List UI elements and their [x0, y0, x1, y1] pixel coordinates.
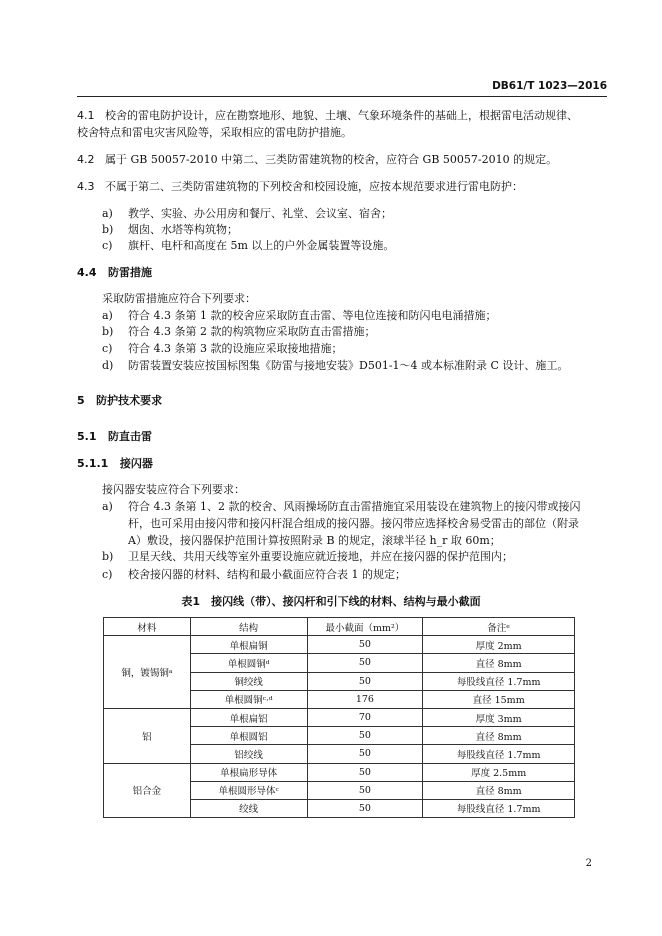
- clause-number: 4.3: [77, 180, 95, 193]
- section-heading-5: [77, 392, 162, 408]
- note-cell: 直径 8mm: [423, 727, 575, 745]
- material-cell: 铝: [104, 708, 191, 763]
- clause-number: 4.1: [77, 109, 95, 122]
- header-material: 材料: [104, 618, 191, 636]
- section-heading-5-1: [77, 428, 152, 444]
- list-item: [102, 221, 238, 237]
- area-cell: 50: [307, 636, 423, 654]
- note-cell: 直径 15mm: [423, 690, 575, 708]
- clause-4-3: [77, 178, 523, 195]
- structure-cell: 铝绞线: [190, 745, 307, 763]
- list-mark: b): [102, 325, 114, 338]
- section-number: 4.4: [77, 266, 97, 279]
- note-cell: 直径 8mm: [423, 654, 575, 672]
- list-item: [102, 323, 375, 339]
- list-text: 符合 4.3 条第 3 款的设施应采取接地措施；: [128, 342, 343, 355]
- list-item: [102, 566, 406, 582]
- list-text: 教学、实验、办公用房和餐厅、礼堂、会议室、宿舍；: [128, 207, 392, 220]
- clause-4-2: [77, 151, 557, 168]
- note-cell: 厚度 3mm: [423, 708, 575, 726]
- table-header-row: [104, 618, 575, 636]
- list-item-cont: A）敷设，接闪器保护范围计算按照附录 B 的规定，滚球半径 h_r 取 60m；: [128, 534, 501, 547]
- clause-text: 校舍的雷电防护设计，应在勘察地形、地貌、土壤、气象环境条件的基础上，根据雷电活动规律、: [105, 109, 578, 122]
- note-cell: 每股线直径 1.7mm: [423, 745, 575, 763]
- table-row: [104, 708, 575, 726]
- list-mark: c): [102, 239, 113, 252]
- page-number: 2: [585, 858, 592, 869]
- list-text: 符合 4.3 条第 1、2 款的校舍、风雨操场防直击雷措施宜采用装设在建筑物上的接闪带或接闪: [128, 500, 581, 513]
- list-item: [102, 340, 342, 356]
- section-title: 防护技术要求: [96, 394, 163, 407]
- structure-cell: 单根圆形导体ᶜ: [190, 781, 307, 799]
- list-item: [102, 357, 568, 373]
- section-number: 5: [77, 394, 85, 407]
- area-cell: 50: [307, 745, 423, 763]
- list-mark: d): [102, 359, 114, 372]
- structure-cell: 单根圆铜ᶜ·ᵈ: [190, 690, 307, 708]
- structure-cell: 单根扁铝: [190, 708, 307, 726]
- list-item: [102, 548, 513, 564]
- area-cell: 50: [307, 781, 423, 799]
- list-mark: b): [102, 550, 114, 563]
- note-cell: 直径 8mm: [423, 781, 575, 799]
- material-cell: 铝合金: [104, 763, 191, 818]
- clause-text: 属于 GB 50057-2010 中第二、三类防雷建筑物的校舍，应符合 GB 50057-2010 的规定。: [105, 153, 558, 166]
- note-cell: 每股线直径 1.7mm: [423, 672, 575, 690]
- structure-cell: 铜绞线: [190, 672, 307, 690]
- structure-cell: 单根扁形导体: [190, 763, 307, 781]
- section-title: 防直击雷: [108, 430, 152, 443]
- list-item: [102, 237, 394, 253]
- area-cell: 50: [307, 727, 423, 745]
- list-text: 校舍接闪器的材料、结构和最小截面应符合表 1 的规定；: [128, 568, 406, 581]
- table-caption: 表1 接闪线（带）、接闪杆和引下线的材料、结构与最小截面: [181, 595, 481, 608]
- note-cell: 厚度 2.5mm: [423, 763, 575, 781]
- list-text: 符合 4.3 条第 2 款的构筑物应采取防直击雷措施；: [128, 325, 376, 338]
- section-title: 防雷措施: [108, 266, 152, 279]
- area-cell: 50: [307, 763, 423, 781]
- list-text: 卫星天线、共用天线等室外重要设施应就近接地，并应在接闪器的保护范围内；: [128, 550, 513, 563]
- area-cell: 50: [307, 799, 423, 817]
- section-intro: 采取防雷措施应符合下列要求：: [102, 292, 256, 305]
- list-mark: a): [102, 207, 113, 220]
- section-heading-5-1-1: [77, 455, 153, 471]
- clause-4-1-cont: 校舍特点和雷电灾害风险等，采取相应的雷电防护措施。: [77, 126, 352, 139]
- list-item: [102, 498, 580, 514]
- materials-table: [103, 617, 575, 818]
- area-cell: 176: [307, 690, 423, 708]
- document-code: DB61/T 1023—2016: [492, 80, 607, 92]
- section-title: 接闪器: [119, 457, 153, 470]
- list-text: 旗杆、电杆和高度在 5m 以上的户外金属装置等设施。: [128, 239, 395, 252]
- header-rule: [77, 96, 607, 97]
- structure-cell: 绞线: [190, 799, 307, 817]
- clause-number: 4.2: [77, 153, 95, 166]
- structure-cell: 单根圆铝: [190, 727, 307, 745]
- list-item: [102, 307, 496, 323]
- section-heading-4-4: [77, 264, 152, 280]
- list-mark: c): [102, 342, 113, 355]
- list-mark: b): [102, 223, 114, 236]
- table-row: [104, 763, 575, 781]
- clause-text: 不属于第二、三类防雷建筑物的下列校舍和校园设施，应按本规范要求进行雷电防护：: [105, 180, 523, 193]
- section-number: 5.1: [77, 430, 97, 443]
- list-mark: c): [102, 568, 113, 581]
- structure-cell: 单根圆铜ᵈ: [190, 654, 307, 672]
- structure-cell: 单根扁铜: [190, 636, 307, 654]
- section-intro: 接闪器安装应符合下列要求：: [102, 483, 245, 496]
- list-item-cont: 杆，也可采用由接闪带和接闪杆混合组成的接闪器。接闪带应选择校舍易受雷击的部位（附录: [128, 517, 579, 530]
- header-note: 备注ᵉ: [423, 618, 575, 636]
- list-mark: a): [102, 500, 113, 513]
- header-min-section: 最小截面（mm²）: [307, 618, 423, 636]
- note-cell: 厚度 2mm: [423, 636, 575, 654]
- table-row: [104, 636, 575, 654]
- list-mark: a): [102, 309, 113, 322]
- area-cell: 50: [307, 672, 423, 690]
- section-number: 5.1.1: [77, 457, 109, 470]
- list-text: 防雷装置安装应按国标图集《防雷与接地安装》D501-1～4 或本标准附录 C 设计、施工。: [128, 359, 569, 372]
- header-structure: 结构: [190, 618, 307, 636]
- list-text: 符合 4.3 条第 1 款的校舍应采取防直击雷、等电位连接和防闪电电涌措施；: [128, 309, 497, 322]
- list-item: [102, 205, 392, 221]
- area-cell: 50: [307, 654, 423, 672]
- clause-4-1: [77, 107, 578, 124]
- list-text: 烟囱、水塔等构筑物；: [128, 223, 238, 236]
- area-cell: 70: [307, 708, 423, 726]
- note-cell: 每股线直径 1.7mm: [423, 799, 575, 817]
- material-cell: 铜，镀锡铜ᵃ: [104, 636, 191, 709]
